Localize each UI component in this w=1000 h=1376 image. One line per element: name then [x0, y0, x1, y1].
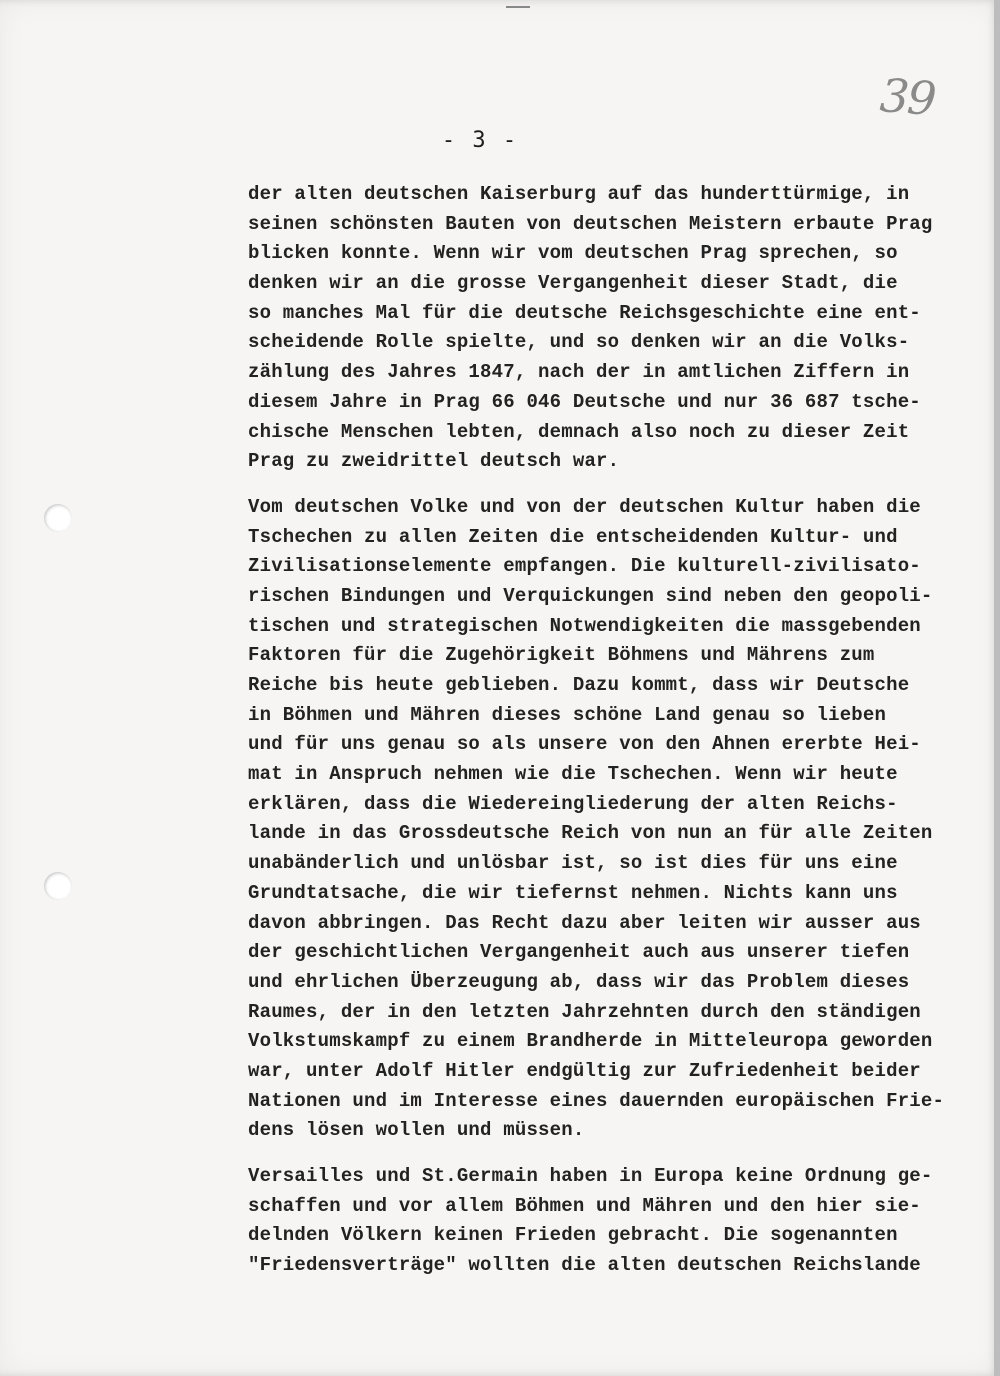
text-line: Nationen und im Interesse eines dauernden europäischen Frie- — [248, 1089, 945, 1112]
paragraph-1 — [248, 180, 972, 477]
text-line: Raumes, der in den letzten Jahrzehnten durch den ständigen — [248, 1000, 921, 1023]
text-line: Versailles und St.Germain haben in Europa keine Ordnung ge- — [248, 1165, 933, 1187]
text-line: scheidende Rolle spielte, und so denken wir an die Volks- — [248, 331, 910, 354]
text-line: unabänderlich und unlösbar ist, so ist dies für uns eine — [248, 852, 898, 875]
page-edge-shadow — [994, 0, 1000, 1376]
text-line: diesem Jahre in Prag 66 046 Deutsche und nur 36 687 tsche- — [248, 390, 921, 413]
text-line: war, unter Adolf Hitler endgültig zur Zufriedenheit beider — [248, 1059, 921, 1082]
text-line: Volkstumskampf zu einem Brandherde in Mitteleuropa geworden — [248, 1030, 933, 1053]
text-line: davon abbringen. Das Recht dazu aber leiten wir ausser aus — [248, 911, 921, 934]
text-line: Prag zu zweidrittel deutsch war. — [248, 450, 620, 473]
text-line: Reiche bis heute geblieben. Dazu kommt, dass wir Deutsche — [248, 674, 910, 696]
text-line: delnden Völkern keinen Frieden gebracht. Die sogenannten — [248, 1224, 898, 1247]
punch-hole — [44, 504, 72, 532]
page-number: - 3 - — [441, 128, 519, 153]
handwritten-folio-number: 39 — [878, 68, 937, 126]
text-line: blicken konnte. Wenn wir vom deutschen Prag sprechen, so — [248, 242, 898, 265]
top-mark — [506, 6, 530, 8]
text-line: Vom deutschen Volke und von der deutschen Kultur haben die — [248, 495, 921, 518]
text-line: denken wir an die grosse Vergangenheit dieser Stadt, die — [248, 272, 898, 295]
body-text — [248, 180, 972, 1297]
text-line: zählung des Jahres 1847, nach der in amtlichen Ziffern in — [248, 361, 910, 384]
punch-hole — [44, 872, 72, 900]
text-line: so manches Mal für die deutsche Reichsgeschichte eine ent- — [248, 301, 921, 324]
text-line: in Böhmen und Mähren dieses schöne Land genau so lieben — [248, 703, 887, 726]
text-line: seinen schönsten Bauten von deutschen Meistern erbaute Prag — [248, 212, 933, 235]
text-line: tischen und strategischen Notwendigkeiten die massgebenden — [248, 614, 921, 637]
text-line: chische Menschen lebten, demnach also noch zu dieser Zeit — [248, 420, 910, 443]
text-line: schaffen und vor allem Böhmen und Mähren und den hier sie- — [248, 1194, 921, 1217]
text-line: "Friedensverträge" wollten die alten deutschen Reichslande — [248, 1254, 921, 1277]
text-line: der geschichtlichen Vergangenheit auch aus unserer tiefen — [248, 941, 910, 964]
text-line: Tschechen zu allen Zeiten die entscheidenden Kultur- und — [248, 525, 898, 548]
text-line: und ehrlichen Überzeugung ab, dass wir das Problem dieses — [248, 970, 910, 993]
text-line: rischen Bindungen und Verquickungen sind neben den geopoli- — [248, 584, 933, 607]
text-line: Grundtatsache, die wir tiefernst nehmen. Nichts kann uns — [248, 881, 898, 904]
text-line: und für uns genau so als unsere von den Ahnen ererbte Hei- — [248, 733, 921, 756]
text-line: mat in Anspruch nehmen wie die Tschechen. Wenn wir heute — [248, 763, 898, 786]
text-line: erklären, dass die Wiedereingliederung der alten Reichs- — [248, 792, 898, 815]
paragraph-3 — [248, 1162, 972, 1281]
paragraph-2 — [248, 493, 972, 1146]
text-line: dens lösen wollen und müssen. — [248, 1119, 585, 1142]
text-line: Zivilisationselemente empfangen. Die kulturell-zivilisato- — [248, 555, 921, 578]
text-line: lande in das Grossdeutsche Reich von nun an für alle Zeiten — [248, 822, 933, 845]
text-line: Faktoren für die Zugehörigkeit Böhmens und Mährens zum — [248, 644, 875, 667]
text-line: der alten deutschen Kaiserburg auf das hunderttürmige, in — [248, 183, 910, 205]
